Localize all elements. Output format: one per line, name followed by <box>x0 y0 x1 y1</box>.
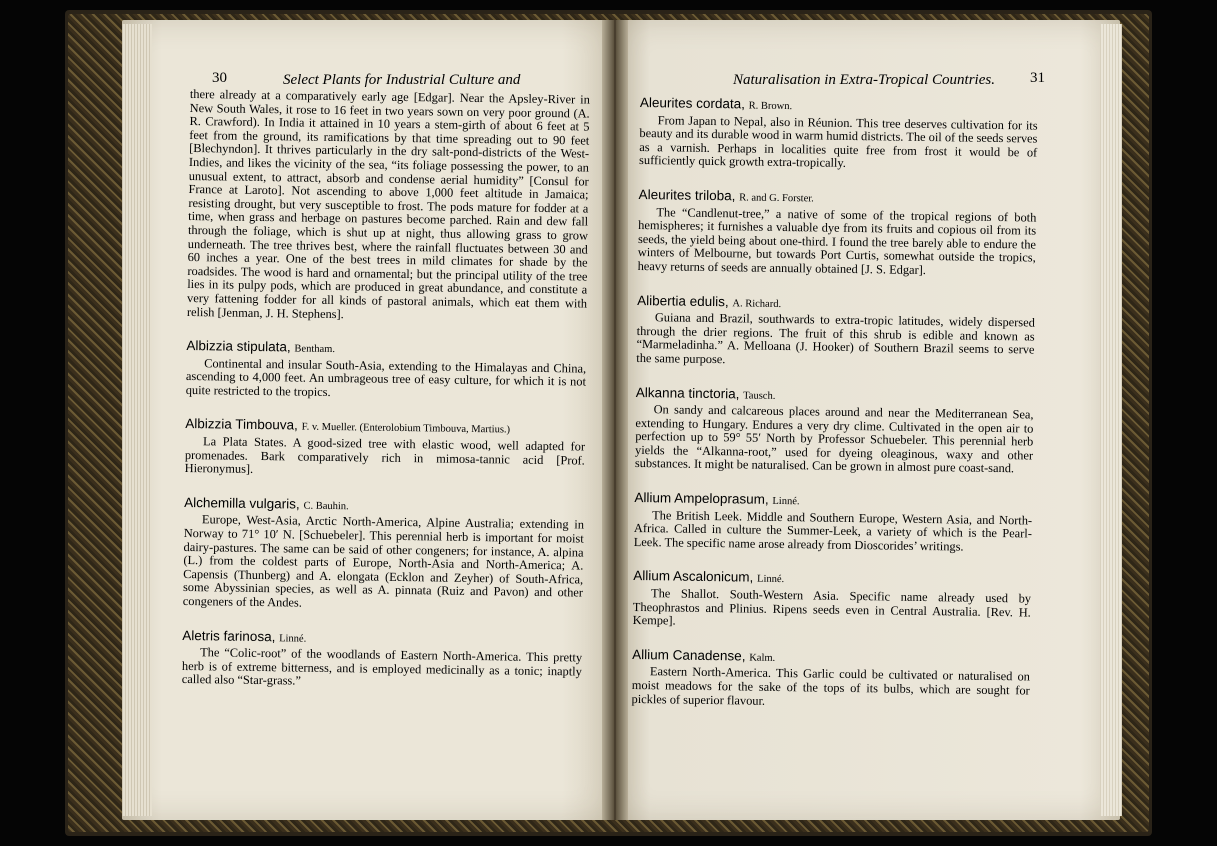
entry-aleurites-cordata <box>639 96 1038 174</box>
continued-entry <box>187 88 590 325</box>
book-gutter <box>602 20 628 820</box>
species-author: Kalm. <box>749 652 776 664</box>
species-name: Allium Ampeloprasum, <box>634 490 769 507</box>
entry-albizzia-stipulata <box>186 339 587 403</box>
species-name: Albizzia stipulata, <box>186 338 291 355</box>
species-author: C. Bauhin. <box>303 500 349 513</box>
entry-aletris-farinosa <box>182 629 583 693</box>
species-name: Aleurites triloba, <box>638 186 736 204</box>
entry-text: The “Colic-root” of the woodlands of Eastern North-America. This pretty herb is of extreme bitterness, and is employed medicinally as a tonic; inaptly called also “Star-grass.” <box>181 645 583 688</box>
entry-text: there already at a comparatively early age [Edgar]. Near the Apsley-River in New South Wales, it rose to 16 feet in two years sown on very poor ground (A. R. Crawford). In India it attained in 10 years a stem-girth of about 6 feet at 5 feet from the ground, its ramifications by that time spreading out to 90 feet [Blechyndon]. It thrives particularly in the dry salt-pond-districts of the West-Indies, and likes the vicinity of the sea, “its foliage possessing the power, to an unusual extent, to attract, absorb and condense aerial humidity” [Consul for France at Laroto]. Not ascending to above 1,000 feet altitude in Jamaica; resisting drought, but very susceptible to frost. The pods mature for fodder at a time, when grass and herbage on pastures become parched. Rain and dew fall through the foliage, which is shut up at night, thus allowing grass to grow underneath. The tree thrives best, where the rainfall fluctuates between 30 and 60 inches a year. One of the best trees in mild climates for shade by the roadsides. The wood is hard and ornamental; but the principal utility of the tree lies in its pulpy pods, which are produced in great abundance, and constitute a very fattening fodder for all kinds of pastoral animals, which eat them with relish [Jenman, J. H. Stephens]. <box>186 87 590 321</box>
species-name: Aleurites cordata, <box>639 95 746 112</box>
right-running-header: Naturalisation in Extra-Tropical Countries. <box>733 72 995 88</box>
species-name: Albizzia Timbouva, <box>185 416 298 434</box>
species-author: R. and G. Forster. <box>739 192 814 205</box>
entry-aleurites-triloba <box>638 188 1037 279</box>
entry-alchemilla-vulgaris <box>183 496 585 614</box>
species-author: Linné. <box>279 632 307 645</box>
left-text-column <box>181 88 590 712</box>
left-page-number: 30 <box>212 70 227 86</box>
entry-text: From Japan to Nepal, also in Réunion. This tree deserves cultivation for its beauty and its durable wood in warm humid districts. The oil of the seeds serves as a varnish. Perhaps in localities quite free from frost it would be of sufficiently quick growth extra-tropically. <box>639 112 1038 171</box>
species-author: Bentham. <box>294 343 336 356</box>
entry-allium-canadense <box>631 648 1030 712</box>
species-author: A. Richard. <box>732 297 782 310</box>
entry-text: On sandy and calcareous places around and near the Mediterranean Sea, extending to Hungary. Endures a very dry clime. Cultivated in the open air to perfection up to 59° 55′ North by Professor Schuebeler. This perennial herb yields the “Alkanna-root,” used for dyeing oleaginous, waxy and other substances. It might be naturalised. Can be grown in almost pure coast-sand. <box>634 402 1034 476</box>
entry-alkanna-tinctoria <box>635 385 1034 476</box>
species-name: Alchemilla vulgaris, <box>184 494 300 512</box>
right-text-column <box>631 96 1038 732</box>
left-page-edges <box>122 24 152 816</box>
entry-allium-ascalonicum <box>633 569 1032 633</box>
species-author: Tausch. <box>743 389 776 402</box>
species-author: R. Brown. <box>748 100 793 113</box>
species-name: Allium Canadense, <box>632 646 746 664</box>
entry-albizzia-timbouva <box>185 417 586 481</box>
entry-text: Eastern North-America. This Garlic could be cultivated or naturalised on moist meadows for the sake of the tops of its bulbs, which are sought for pickles of superior flavour. <box>631 664 1031 708</box>
species-name: Alibertia edulis, <box>637 292 729 309</box>
species-name: Aletris farinosa, <box>182 627 276 644</box>
right-page-number: 31 <box>1030 70 1045 86</box>
right-page-edges <box>1100 24 1122 816</box>
species-name: Allium Ascalonicum, <box>633 568 754 586</box>
species-author: Linné. <box>772 495 800 508</box>
species-author: Linné. <box>756 574 785 586</box>
left-running-header: Select Plants for Industrial Culture and <box>283 72 521 88</box>
entry-text: Continental and insular South-Asia, extending to the Himalayas and China, ascending to 4,000 feet. An umbrageous tree of easy culture, for which it is not quite restricted to the tropics. <box>185 355 587 399</box>
entry-text: Guiana and Brazil, southwards to extra-tropic latitudes, widely dispersed through the drier regions. The fruit of this shrub is edible and known as “Marmeladinha.” A. Melloana (J. Hooker) of Southern Brazil seems to serve the same purpose. <box>636 310 1035 367</box>
entry-allium-ampeloprasum <box>634 491 1033 555</box>
entry-text: La Plata States. A good-sized tree with elastic wood, well adapted for promenades. Bark comparatively rich in mimosa-tannic acid [Prof. Hieronymus]. <box>184 434 586 477</box>
entry-text: Europe, West-Asia, Arctic North-America, Alpine Australia; extending in Norway to 71° 10′ N. [Schuebeler]. This perennial herb is important for moist dairy-pastures. The same can be said of other congeners; for instance, A. alpina (L.) from the coldest parts of Europe, North-Asia and North-America; A. Capensis (Thunberg) and A. elongata (Ecklon and Zeyher) of South-Africa, some Abyssinian species, as well as A. pinnata (Ruiz and Pavon) and other congeners of the Andes. <box>182 512 585 610</box>
species-author: F. v. Mueller. (Enterolobium Timbouva, Martius.) <box>301 422 511 436</box>
species-name: Alkanna tinctoria, <box>635 384 740 401</box>
entry-text: The British Leek. Middle and Southern Europe, Western Asia, and North-Africa. Called in culture the Summer-Leek, a variety of which is the Pearl-Leek. The specific name arose already from Dioscorides’ writings. <box>633 507 1033 554</box>
entry-text: The “Candlenut-tree,” a native of some of the tropical regions of both hemispheres; it furnishes a valuable dye from its fruits and copious oil from its seeds, the yield being about one-third. I found the tree barely able to endure the winters of Melbourne, but towards Port Curtis, somewhat outside the tropics, heavy returns of seeds are annually obtained [J. S. Edgar]. <box>637 204 1037 277</box>
entry-text: The Shallot. South-Western Asia. Specific name already used by Theophrastos and Plinius. Ripens seeds even in Central Australia. [Rev. H. Kempe]. <box>632 586 1032 628</box>
entry-alibertia-edulis <box>636 294 1035 372</box>
